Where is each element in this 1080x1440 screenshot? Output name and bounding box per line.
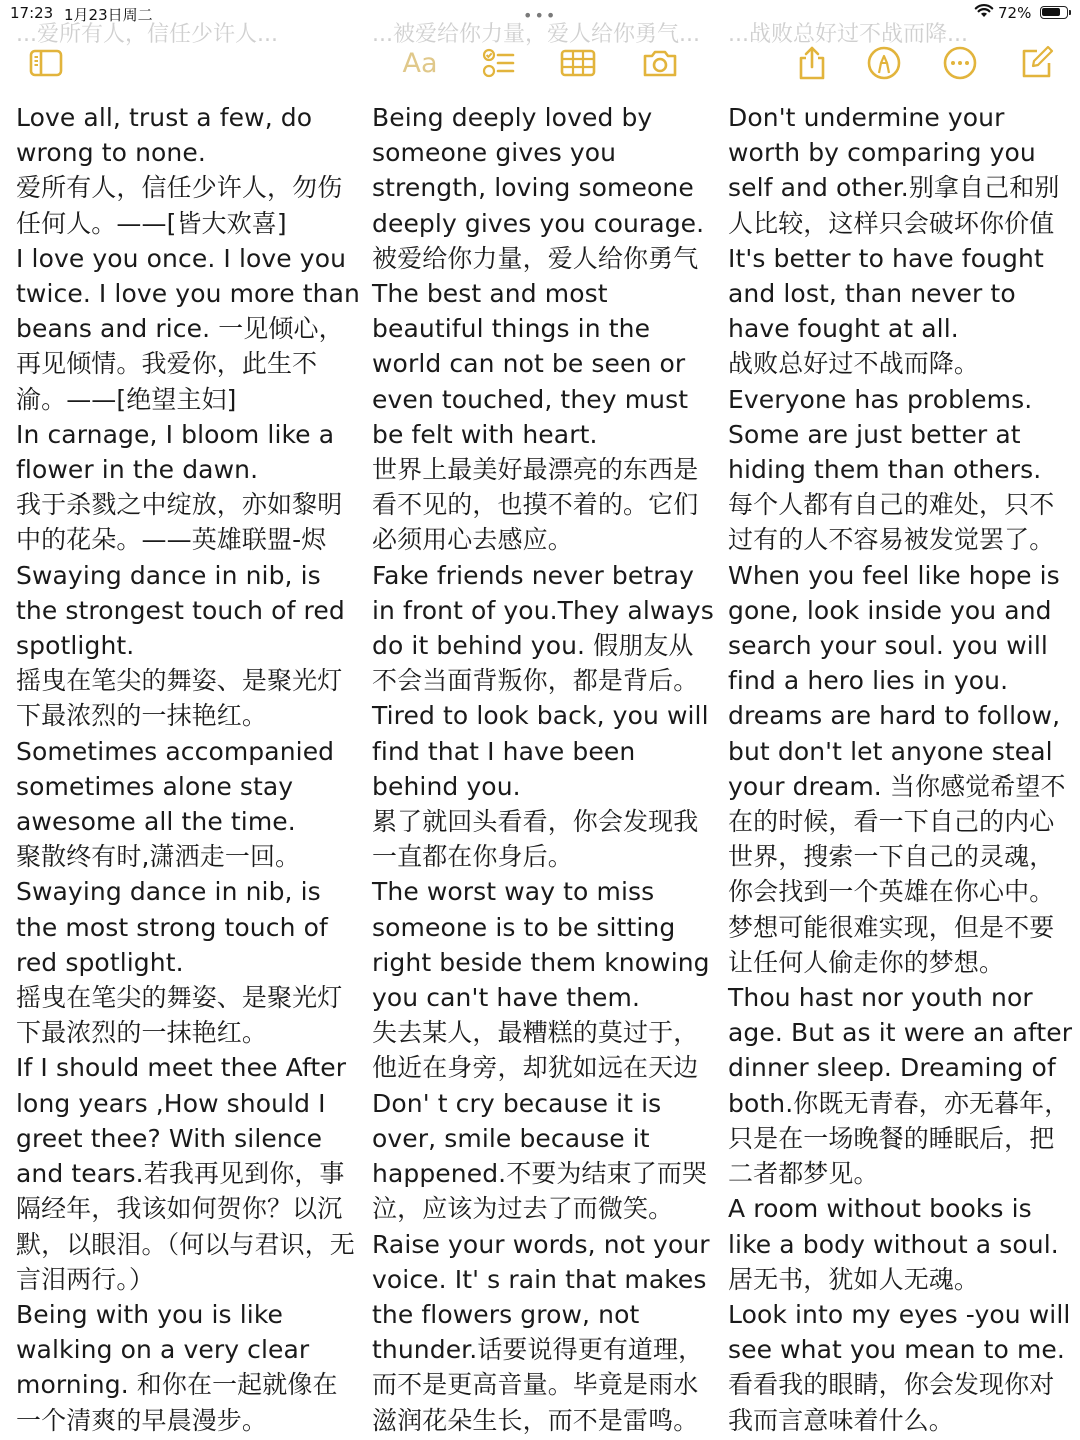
note-body[interactable] xyxy=(0,100,1080,1440)
note-column xyxy=(728,100,1073,1438)
note-line: When you feel like hope is gone, look inside you and search your soul. you will find a hero lies in you. dreams are hard to follow, but don't let anyone steal your dream. 当你感觉希望不在的时候，看一下自己的内心世界，搜索一下自己的灵魂，你会找到一个英雄在你心中。梦想可能很难实现，但是不要让任何人偷走你的梦想。 xyxy=(728,560,1066,977)
note-line: Thou hast nor youth nor age. But as it were an after dinner sleep. Dreaming of both.你既无青春，亦无暮年，只是在一场晚餐的睡眠后，把二者都梦见。 xyxy=(728,983,1073,1189)
status-time: 17:23 xyxy=(10,4,54,22)
note-line: 累了就回头看看，你会发现我一直都在你身后。 xyxy=(372,807,699,872)
table-button[interactable] xyxy=(558,43,598,83)
sidebar-toggle-button[interactable] xyxy=(26,43,66,83)
note-line: A room without books is like a body without a soul. 居无书，犹如人无魂。 xyxy=(728,1194,1059,1294)
format-button[interactable]: Aa xyxy=(402,47,438,79)
note-line: It's better to have fought and lost, than never to have fought at all. xyxy=(728,243,1044,344)
status-date: 1月23日周二 xyxy=(64,6,153,24)
checklist-button[interactable] xyxy=(478,43,518,83)
note-line: If I should meet thee After long years ,How should I greet thee? With silence and tears.若我再见到你，事隔经年，我该如何贺你？以沉默，以眼泪。（何以与君识，无言泪两行。） xyxy=(16,1053,355,1294)
note-line: Don't undermine your worth by comparing you self and other.别拿自己和别人比较，这样只会破坏你价值 xyxy=(728,103,1060,238)
scroll-ghost-text: ...战败总好过不战而降... xyxy=(728,22,968,47)
note-line: 战败总好过不战而降。 xyxy=(728,349,980,379)
note-line: In carnage, I bloom like a flower in the dawn. xyxy=(16,419,335,485)
camera-button[interactable] xyxy=(640,43,680,83)
note-line: 每个人都有自己的难处，只不过有的人不容易被发觉罢了。 xyxy=(728,490,1055,555)
note-line: 世界上最美好最漂亮的东西是看不见的，也摸不着的。它们必须用心去感应。 xyxy=(372,455,699,555)
markup-icon xyxy=(865,44,903,82)
note-line: Love all, trust a few, do wrong to none. xyxy=(16,103,313,168)
compose-button[interactable] xyxy=(1016,43,1056,83)
note-line: 爱所有人，信任少许人，勿伤任何人。——[皆大欢喜] xyxy=(16,173,343,238)
note-column xyxy=(372,100,717,1438)
scroll-ghost-text: ...爱所有人，信任少许人... xyxy=(16,22,278,47)
note-line: Fake friends never betray in front of you.They always do it behind you. 假朋友从不会当面背叛你，都是背后。 xyxy=(372,560,714,696)
note-line: Raise your words, not your voice. It' s rain that makes the flowers grow, not thunder.话要说得更有道理，而不是更高音量。毕竟是雨水滋润花朵生长，而不是雷鸣。 xyxy=(372,1229,710,1435)
toolbar xyxy=(0,36,1080,88)
note-line: Swaying dance in nib, is the most strong touch of red spotlight. xyxy=(16,877,328,977)
share-icon xyxy=(793,44,831,82)
note-line: 聚散终有时,潇洒走一回。 xyxy=(16,842,301,872)
note-line: 失去某人，最糟糕的莫过于，他近在身旁，却犹如远在天边 xyxy=(372,1018,699,1083)
note-line: Don' t cry because it is over, smile because it happened.不要为结束了而哭泣，应该为过去了而微笑。 xyxy=(372,1088,708,1224)
wifi-icon xyxy=(974,3,994,23)
note-line: 被爱给你力量，爱人给你勇气 xyxy=(372,243,699,273)
note-line: Everyone has problems. Some are just better at hiding them than others. xyxy=(728,384,1042,485)
markup-button[interactable] xyxy=(864,43,904,83)
more-button[interactable] xyxy=(940,43,980,83)
battery-percent: 72% xyxy=(998,4,1032,22)
more-icon xyxy=(941,44,979,82)
sidebar-icon xyxy=(27,44,65,82)
note-line: Being deeply loved by someone gives you strength, loving someone deeply gives you courage. xyxy=(372,103,705,238)
battery-icon xyxy=(1040,6,1068,19)
scroll-ghost-text: ...被爱给你力量，爱人给你勇气... xyxy=(372,22,700,47)
camera-icon xyxy=(641,44,679,82)
share-button[interactable] xyxy=(792,43,832,83)
note-line: 摇曳在笔尖的舞姿、是聚光灯下最浓烈的一抹艳红。 xyxy=(16,666,343,731)
compose-icon xyxy=(1017,44,1055,82)
note-column xyxy=(16,100,361,1438)
note-line: The worst way to miss someone is to be sitting right beside them knowing you can't have them. xyxy=(372,877,710,1013)
checklist-icon xyxy=(479,44,517,82)
note-line: 我于杀戮之中绽放，亦如黎明中的花朵。——英雄联盟-烬 xyxy=(16,490,343,555)
note-line: Look into my eyes -you will see what you mean to me. 看看我的眼睛，你会发现你对我而言意味着什么。 xyxy=(728,1299,1071,1435)
note-line: 摇曳在笔尖的舞姿、是聚光灯下最浓烈的一抹艳红。 xyxy=(16,983,343,1048)
note-line: Being with you is like walking on a very clear morning. 和你在一起就像在一个清爽的早晨漫步。 xyxy=(16,1299,338,1435)
multitasking-dots[interactable]: ••• xyxy=(523,6,558,25)
table-icon xyxy=(559,44,597,82)
note-line: Swaying dance in nib, is the strongest touch of red spotlight. xyxy=(16,560,345,661)
note-line: Tired to look back, you will find that I have been behind you. xyxy=(372,701,709,801)
note-line: The best and most beautiful things in the world can not be seen or even touched, they must be felt with heart. xyxy=(372,279,689,449)
note-line: I love you once. I love you twice. I love you more than beans and rice. 一见倾心，再见倾情。我爱你，此生不渝。——[绝望主妇] xyxy=(16,243,360,414)
note-line: Sometimes accompanied sometimes alone stay awesome all the time. xyxy=(16,736,335,837)
